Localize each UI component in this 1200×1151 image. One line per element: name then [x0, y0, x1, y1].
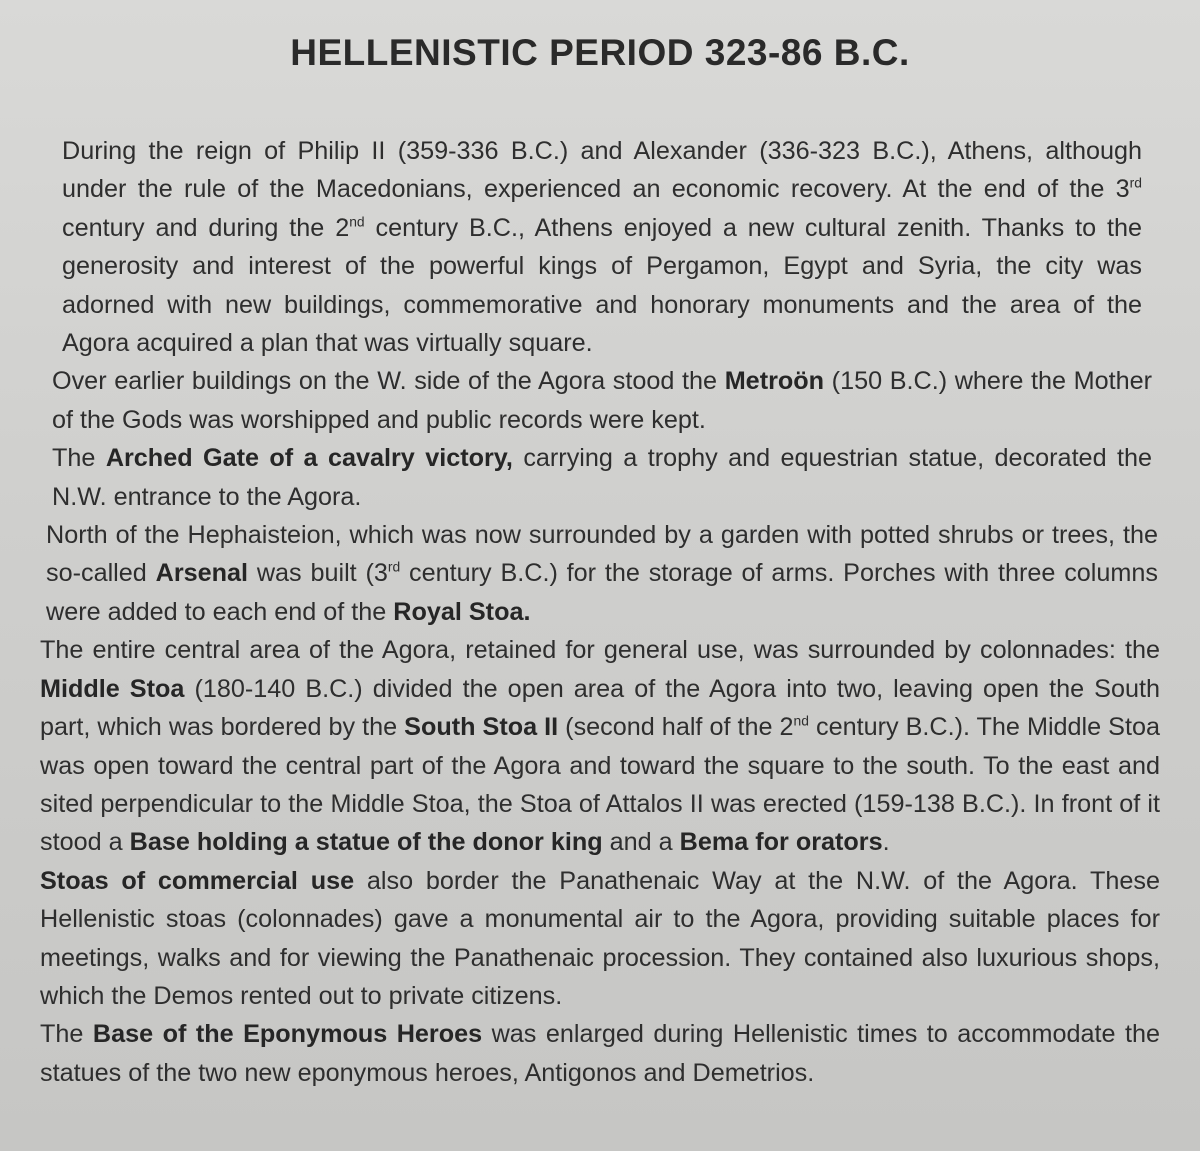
bold-term: Arched Gate of a cavalry victory, — [105, 444, 513, 473]
bold-term: Metroön — [724, 367, 825, 396]
text-run: Over earlier buildings on the W. side of the Agora stood the — [52, 367, 725, 396]
text-run: The — [52, 444, 106, 473]
ordinal-suffix: nd — [349, 213, 365, 230]
paragraph — [40, 439, 1160, 516]
paragraph — [40, 1015, 1160, 1092]
paragraph — [40, 516, 1160, 631]
text-run: also border the Panathenaic Way at the N.W. of the Agora. These Hellenistic stoas (colonnades) gave a monumental air to the Agora, providing suitable places for meetings, walks and for viewing the Panathenaic procession. They contained also luxurious shops, which the Demos rented out to private citizens. — [40, 866, 1160, 1010]
paragraph — [40, 631, 1160, 861]
text-run: The entire central area of the Agora, retained for general use, was surrounded by colonnades: the — [40, 636, 1160, 665]
bold-term: Bema for orators — [679, 828, 883, 857]
bold-term: Arsenal — [155, 559, 249, 588]
paragraph — [40, 862, 1160, 1016]
text-run: During the reign of Philip II (359-336 B.C.) and Alexander (336-323 B.C.), Athens, although under the rule of the Macedonians, experienced an economic recovery. At the end of the 3 — [62, 137, 1142, 204]
text-run: was built (3 — [248, 559, 388, 588]
bold-term: Middle Stoa — [40, 674, 185, 703]
ordinal-suffix: rd — [387, 559, 401, 576]
body-text — [40, 132, 1160, 1092]
ordinal-suffix: rd — [1129, 175, 1142, 192]
text-run: century B.C.). The Middle Stoa was open toward the central part of the Agora and toward the square to the south. To the east and sited perpendicular to the Middle Stoa, the Stoa of Attalos II was erected (159-138 B.C.). In front of it stood a — [40, 713, 1160, 857]
page-title: HELLENISTIC PERIOD 323-86 B.C. — [290, 32, 910, 73]
text-run: century B.C.) for the storage of arms. Porches with three columns were added to each end of the — [46, 559, 1158, 626]
bold-term: Base holding a statue of the donor king — [129, 828, 603, 857]
text-run: carrying a trophy and equestrian statue, decorated the N.W. entrance to the Agora. — [52, 444, 1152, 511]
bold-term: Stoas of commercial use — [40, 866, 355, 895]
paragraph — [40, 362, 1160, 439]
text-run: (180-140 B.C.) divided the open area of the Agora into two, leaving open the South part, which was bordered by the — [40, 674, 1160, 742]
text-run: was enlarged during Hellenistic times to accommodate the statues of the two new eponymous heroes, Antigonos and Demetrios. — [40, 1020, 1160, 1087]
paragraph — [40, 132, 1160, 362]
bold-term: South Stoa II — [404, 713, 559, 742]
text-run: (second half of the 2 — [558, 713, 794, 742]
text-run: (150 B.C.) where the Mother of the Gods was worshipped and public records were kept. — [52, 367, 1153, 434]
text-run: North of the Hephaisteion, which was now surrounded by a garden with potted shrubs or trees, the so-called — [46, 521, 1158, 588]
text-run: The — [40, 1020, 93, 1049]
ordinal-suffix: nd — [793, 712, 809, 729]
bold-term: Royal Stoa. — [393, 597, 531, 626]
text-run: century B.C., Athens enjoyed a new cultural zenith. Thanks to the generosity and interest of the powerful kings of Pergamon, Egypt and Syria, the city was adorned with new buildings, commemorative and honorary monuments and the area of the Agora acquired a plan that was virtually square. — [62, 213, 1143, 358]
text-run: . — [882, 828, 890, 857]
text-run: century and during the 2 — [62, 213, 350, 242]
text-run: and a — [602, 828, 680, 857]
bold-term: Base of the Eponymous Heroes — [92, 1020, 483, 1049]
